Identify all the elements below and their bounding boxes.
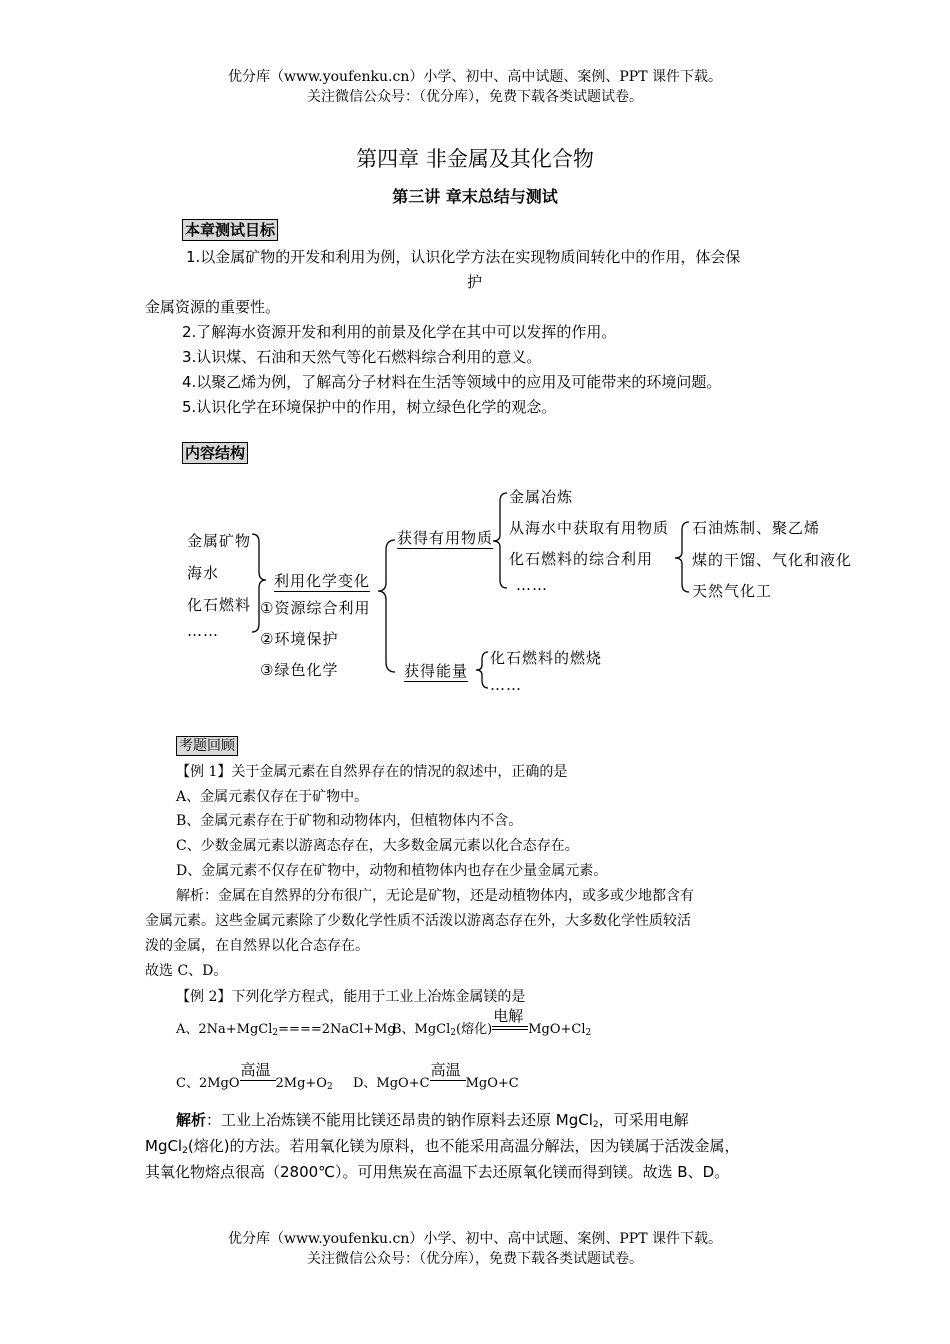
- ex2-analysis-label: 解析: [176, 1111, 207, 1129]
- ex2-d-part2: MgO+C: [465, 1076, 519, 1091]
- ex2-b-part2: MgO+Cl: [528, 1022, 586, 1037]
- ex1-analysis-line2: 金属元素。这些金属元素除了少数化学性质不活泼以游离态存在外，大多数化学性质较活: [145, 913, 691, 929]
- ex2-option-a: [176, 1018, 396, 1038]
- ex1-option-a: A、金属元素仅存在于矿物中。: [176, 789, 369, 805]
- ex2-analysis-text1: ：工业上冶炼镁不能用比镁还昂贵的钠作原料去还原 MgCl: [206, 1111, 593, 1129]
- ex1-option-d: D、金属元素不仅存在矿物中，动物和植物体内也存在少量金属元素。: [176, 863, 608, 879]
- ex2-d-condition: 高温: [430, 1061, 461, 1079]
- fossil-natural-gas: 天然气化工: [692, 582, 773, 600]
- goal-item-2: 2.了解海水资源开发和利用的前景及化学在其中可以发挥的作用。: [182, 323, 617, 341]
- energy-etc: ……: [490, 676, 522, 694]
- ex2-b-sub: 2: [450, 1028, 457, 1038]
- ex1-analysis-line1: 解析：金属在自然界的分布很广，无论是矿物，还是动植物体内，或多或少地都含有: [176, 888, 694, 904]
- ex2-option-c: [176, 1061, 333, 1092]
- source-fossil-fuel: 化石燃料: [187, 596, 252, 614]
- ex1-option-b: B、金属元素存在于矿物和动物体内，但植物体内不含。: [176, 813, 523, 829]
- ex2-analysis-text2-pre: MgCl: [145, 1137, 183, 1155]
- ex2-analysis-text1-end: ，可采用电解: [598, 1111, 689, 1129]
- ex2-d-condition-arrow: [430, 1061, 466, 1087]
- page-title: 第四章 非金属及其化合物: [356, 147, 594, 171]
- middle-resource-use: ①资源综合利用: [260, 599, 371, 617]
- ex2-option-d: [353, 1061, 519, 1091]
- ex2-b-condition: 电解: [493, 1007, 524, 1025]
- ex2-stem: 【例 2】下列化学方程式，能用于工业上冶炼金属镁的是: [176, 989, 526, 1005]
- goal-item-1-line1: 1.以金属矿物的开发和利用为例，认识化学方法在实现物质间转化中的作用，体会保: [186, 248, 741, 266]
- source-seawater: 海水: [187, 564, 220, 582]
- useful-from-seawater: 从海水中获取有用物质: [509, 519, 670, 537]
- ex2-c-part2: 2Mg+O: [275, 1076, 327, 1091]
- ex2-b-condition-arrow: [492, 1007, 528, 1033]
- useful-etc: ……: [516, 576, 548, 594]
- page-footer-line2: 关注微信公众号：（优分库），免费下载各类试题试卷。: [307, 1251, 643, 1267]
- ex2-analysis-sub1: 2: [592, 1120, 599, 1130]
- fossil-coal-processing: 煤的干馏、气化和液化: [692, 551, 853, 569]
- structure-heading: 内容结构: [182, 442, 248, 464]
- middle-use-chemical-change: 利用化学变化: [274, 572, 371, 590]
- goal-item-4: 4.以聚乙烯为例，了解高分子材料在生活等领域中的应用及可能带来的环境问题。: [182, 373, 722, 391]
- branch-energy: 获得能量: [404, 662, 469, 680]
- goal-item-5: 5.认识化学在环境保护中的作用，树立绿色化学的观念。: [182, 398, 557, 416]
- source-metal-ore: 金属矿物: [187, 532, 252, 550]
- ex2-b-sub2: 2: [585, 1028, 592, 1038]
- ex1-option-c: C、少数金属元素以游离态存在，大多数金属元素以化合态存在。: [176, 838, 579, 854]
- page-header-line1: 优分库（www.youfenku.cn）小学、初中、高中试题、案例、PPT 课件下载。: [227, 69, 722, 85]
- ex2-analysis-sub2: 2: [182, 1146, 188, 1156]
- review-heading: 考题回顾: [176, 736, 238, 756]
- ex1-answer: 故选 C、D。: [145, 963, 228, 979]
- goal-item-1-line3: 金属资源的重要性。: [145, 298, 281, 316]
- ex1-analysis-line3: 泼的金属，在自然界以化合态存在。: [145, 938, 369, 954]
- ex2-a-part2: ====2NaCl+Mg: [278, 1022, 396, 1037]
- ex2-c-condition-arrow: [240, 1061, 276, 1087]
- page-footer-line1: 优分库（www.youfenku.cn）小学、初中、高中试题、案例、PPT 课件下载。: [227, 1231, 722, 1247]
- goal-item-1-line2: 护: [467, 273, 483, 291]
- ex2-c-condition: 高温: [240, 1061, 271, 1079]
- branch-useful-substances: 获得有用物质: [397, 529, 494, 547]
- middle-environment: ②环境保护: [260, 630, 339, 648]
- goal-item-3: 3.认识煤、石油和天然气等化石燃料综合利用的意义。: [182, 348, 542, 366]
- fossil-oil-refining: 石油炼制、聚乙烯: [692, 519, 821, 537]
- ex2-a-sub: 2: [272, 1028, 279, 1038]
- useful-metal-smelting: 金属冶炼: [509, 488, 574, 506]
- useful-fossil-fuel-use: 化石燃料的综合利用: [509, 550, 654, 568]
- ex2-c-part1: C、2MgO: [176, 1076, 240, 1091]
- ex2-option-b: [392, 1007, 592, 1038]
- ex2-analysis-text2: (熔化)的方法。若用氧化镁为原料，也不能采用高温分解法，因为镁属于活泼金属，: [187, 1137, 740, 1155]
- page-subtitle: 第三讲 章末总结与测试: [392, 187, 558, 206]
- ex2-c-sub: 2: [326, 1082, 333, 1092]
- page-header-line2: 关注微信公众号：（优分库），免费下载各类试题试卷。: [307, 89, 643, 105]
- ex2-b-mid: (熔化): [456, 1022, 493, 1037]
- energy-fossil-combustion: 化石燃料的燃烧: [490, 649, 603, 667]
- ex1-stem: 【例 1】关于金属元素在自然界存在的情况的叙述中，正确的是: [176, 764, 568, 780]
- ex2-analysis-line3: 其氧化物熔点很高（2800℃）。可用焦炭在高温下去还原氧化镁而得到镁。故选 B、D。: [145, 1163, 730, 1181]
- source-etc: ……: [187, 622, 219, 640]
- ex2-a-part1: A、2Na+MgCl: [176, 1022, 273, 1037]
- ex2-d-part1: D、MgO+C: [353, 1076, 430, 1091]
- goals-heading: 本章测试目标: [182, 219, 278, 241]
- middle-green-chemistry: ③绿色化学: [260, 661, 339, 679]
- ex2-b-part1: B、MgCl: [392, 1022, 451, 1037]
